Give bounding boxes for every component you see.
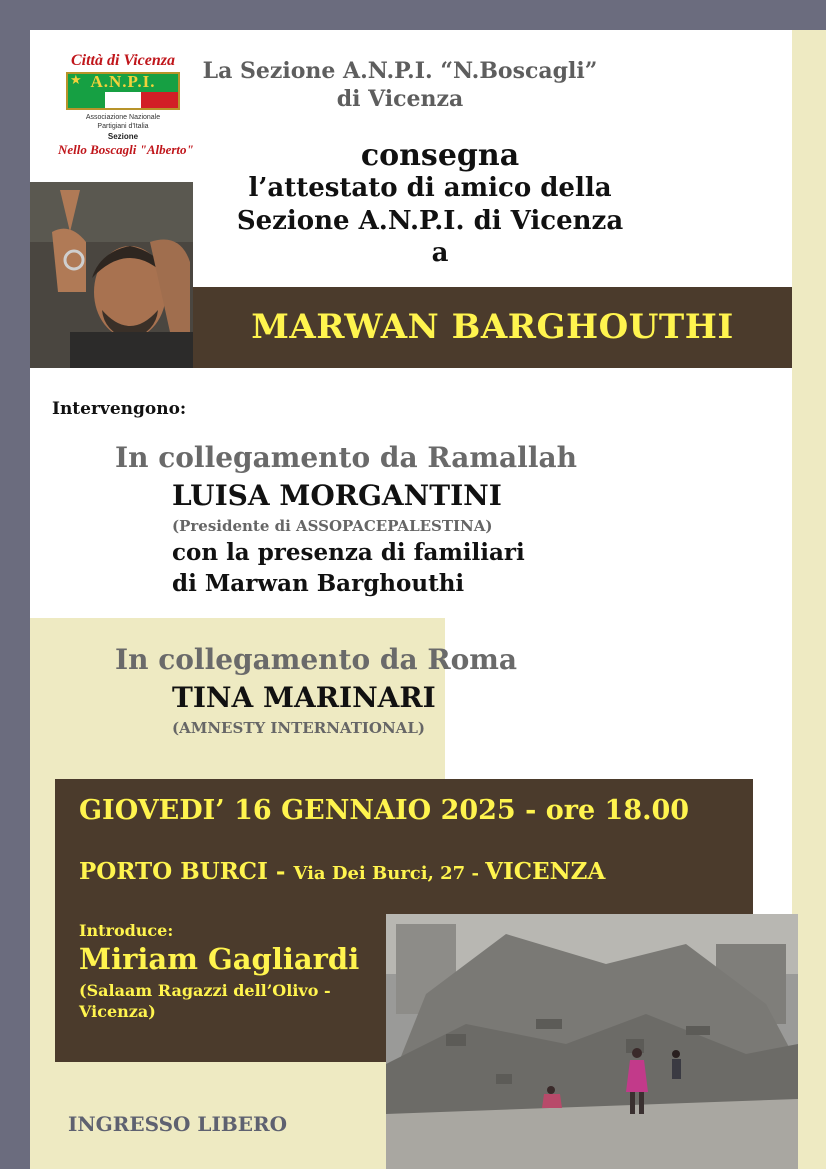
anpi-logo bbox=[58, 52, 194, 170]
speaker1-extra1: con la presenza di familiari bbox=[172, 539, 525, 566]
rubble-illustration bbox=[386, 914, 798, 1169]
logo-section-name: Nello Boscagli "Alberto" bbox=[58, 142, 194, 157]
logo-org-line1: Associazione Nazionale bbox=[85, 114, 161, 121]
intro-role-line1: (Salaam Ragazzi dell’Olivo - bbox=[79, 981, 331, 1000]
award-line1: l’attestato di amico della bbox=[248, 173, 612, 203]
portrait-illustration bbox=[30, 182, 193, 368]
logo-org-line2: Partigiani d'Italia bbox=[97, 123, 149, 130]
intro-role-line2: Vicenza) bbox=[79, 1002, 156, 1021]
star-icon: ★ bbox=[70, 73, 82, 88]
honoree-name: MARWAN BARGHOUTHI bbox=[251, 307, 734, 347]
logo-tricolor-band bbox=[66, 72, 180, 110]
header-line1: La Sezione A.N.P.I. “N.Boscagli” bbox=[202, 58, 598, 84]
intro-name: Miriam Gagliardi bbox=[79, 942, 360, 976]
speaker2-link: In collegamento da Roma bbox=[115, 643, 518, 676]
header-line2: di Vicenza bbox=[336, 86, 464, 112]
intro-label: Introduce: bbox=[79, 921, 174, 940]
event-location bbox=[79, 858, 605, 885]
speaker1-name: LUISA MORGANTINI bbox=[172, 479, 502, 512]
speaker1-link: In collegamento da Ramallah bbox=[115, 441, 577, 474]
speakers-label: Intervengono: bbox=[52, 399, 187, 419]
free-entry-label: INGRESSO LIBERO bbox=[68, 1112, 288, 1136]
speaker1-role: (Presidente di ASSOPACEPALESTINA) bbox=[172, 517, 493, 535]
event-city: VICENZA bbox=[485, 858, 606, 885]
portrait-photo bbox=[30, 182, 193, 368]
event-address: Via Dei Burci, 27 - bbox=[293, 863, 486, 884]
speaker2-name: TINA MARINARI bbox=[172, 681, 436, 714]
award-line2: Sezione A.N.P.I. di Vicenza bbox=[236, 206, 624, 236]
logo-city: Città di Vicenza bbox=[70, 52, 175, 69]
event-datetime: GIOVEDI’ 16 GENNAIO 2025 - ore 18.00 bbox=[79, 795, 690, 826]
left-frame-band bbox=[0, 30, 30, 1169]
speaker1-extra2: di Marwan Barghouthi bbox=[172, 570, 465, 597]
top-frame-band bbox=[0, 0, 826, 30]
speaker2-role: (AMNESTY INTERNATIONAL) bbox=[172, 719, 425, 737]
award-verb: consegna bbox=[360, 138, 520, 173]
logo-section: Sezione bbox=[107, 132, 139, 141]
award-preposition: a bbox=[431, 238, 449, 268]
rubble-photo bbox=[386, 914, 798, 1169]
event-venue: PORTO BURCI - bbox=[79, 858, 294, 885]
logo-acronym: A.N.P.I. bbox=[90, 72, 156, 91]
